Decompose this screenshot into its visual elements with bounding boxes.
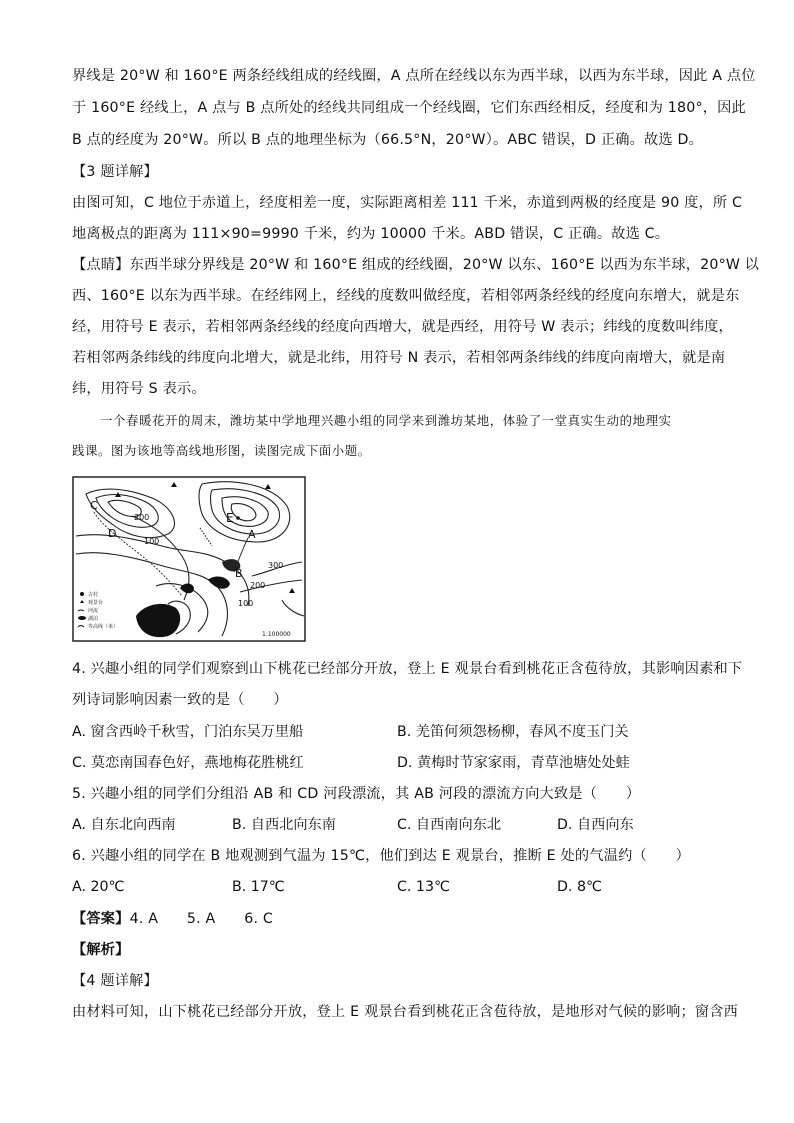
answer-line	[72, 909, 273, 929]
text-line: 经，用符号 E 表示，若相邻两条经线的经度向西增大，就是西经，用符号 W 表示；纬线的度数叫纬度，	[72, 319, 733, 335]
option-5b: B. 自西北向东南	[232, 817, 336, 833]
contour-value: 100	[144, 537, 160, 546]
option-4a: A. 窗含西岭千秋雪，门泊东吴万里船	[72, 724, 304, 740]
map-label-d: D	[108, 527, 117, 540]
contour-value: 200	[250, 581, 266, 590]
map-label-c: C	[90, 499, 98, 512]
section-heading: 【3 题详解】	[72, 164, 158, 180]
contour-value: 100	[238, 599, 254, 608]
text-line: 地离极点的距离为 111×90=9990 千米，约为 10000 千米。ABD 错误，C 正确。故选 C。	[72, 226, 670, 242]
option-4b: B. 羌笛何须怨杨柳，春风不度玉门关	[397, 724, 629, 740]
legend-village: 古村	[88, 592, 99, 598]
text-line: 若相邻两条纬线的纬度向北增大，就是北纬，用符号 N 表示，若相邻两条纬线的纬度向南增大，就是南	[72, 350, 726, 366]
text-line: B 点的经度为 20°W。所以 B 点的地理坐标为（66.5°N，20°W）。ABC 错误，D 正确。故选 D。	[72, 132, 703, 148]
tip-tag: 【点睛】	[72, 257, 130, 273]
text-line: 界线是 20°W 和 160°E 两条经线组成的经线圈，A 点所在经线以东为西半球，以西为东半球，因此 A 点位	[72, 68, 756, 84]
option-4c: C. 莫恋南国春色好，燕地梅花胜桃红	[72, 755, 304, 771]
contour-map	[72, 476, 306, 642]
option-5a: A. 自东北向西南	[72, 817, 176, 833]
question-4: 4. 兴趣小组的同学们观察到山下桃花已经部分开放，登上 E 观景台看到桃花正含苞待放，其影响因素和下	[72, 661, 743, 677]
text-line: 由图可知，C 地位于赤道上，经度相差一度，实际距离相差 111 千米，赤道到两极的经度是 90 度，所 C	[72, 195, 743, 211]
option-5d: D. 自西向东	[557, 817, 634, 833]
text-line: 纬，用符号 S 表示。	[72, 381, 206, 397]
map-scale: 1:100000	[262, 631, 291, 638]
answer-text: 4. A 5. A 6. C	[129, 911, 273, 927]
legend-river: 河流	[88, 608, 99, 614]
answer-tag: 【答案】	[72, 911, 130, 927]
legend-contour: 等高线（米）	[88, 624, 119, 630]
legend-lake: 湖泊	[88, 616, 99, 622]
map-label-b: B	[235, 567, 243, 580]
section-heading: 【4 题详解】	[72, 973, 158, 989]
map-label-a: A	[248, 528, 256, 541]
option-6b: B. 17℃	[232, 879, 285, 895]
map-label-e: E	[226, 511, 234, 525]
text-line: 西、160°E 以东为西半球。在经纬网上，经线的度数叫做经度，若相邻两条经线的经度向东增大，就是东	[72, 288, 740, 304]
option-4d: D. 黄梅时节家家雨，青草池塘处处蛙	[397, 755, 630, 771]
question-6: 6. 兴趣小组的同学在 B 地观测到气温为 15℃，他们到达 E 观景台，推断 E 处的气温约（ ）	[72, 848, 691, 864]
contour-value: 200	[134, 513, 150, 522]
intro-line: 践课。图为该地等高线地形图，读图完成下面小题。	[72, 443, 371, 458]
option-5c: C. 自西南向东北	[397, 817, 502, 833]
text-line	[72, 255, 759, 275]
tip-text: 东西半球分界线是 20°W 和 160°E 组成的经线圈，20°W 以东、160°E 以西为东半球，20°W 以	[129, 257, 760, 273]
option-6d: D. 8℃	[557, 879, 602, 895]
analysis-tag: 【解析】	[72, 942, 130, 958]
option-6a: A. 20℃	[72, 879, 125, 895]
legend-viewpoint: 观景台	[88, 600, 104, 606]
text-line: 列诗词影响因素一致的是（ ）	[72, 692, 288, 708]
option-6c: C. 13℃	[397, 879, 450, 895]
text-line: 于 160°E 经线上，A 点与 B 点所处的经线共同组成一个经线圈，它们东西经相反，经度和为 180°，因此	[72, 100, 746, 116]
contour-value: 300	[268, 561, 284, 570]
question-5: 5. 兴趣小组的同学们分组沿 AB 和 CD 河段漂流，其 AB 河段的漂流方向大致是（ ）	[72, 786, 641, 802]
intro-line: 一个春暖花开的周末，潍坊某中学地理兴趣小组的同学来到潍坊某地，体验了一堂真实生动的地理实	[100, 413, 672, 428]
text-line: 由材料可知，山下桃花已经部分开放，登上 E 观景台看到桃花正含苞待放，是地形对气候的影响；窗含西	[72, 1004, 739, 1020]
